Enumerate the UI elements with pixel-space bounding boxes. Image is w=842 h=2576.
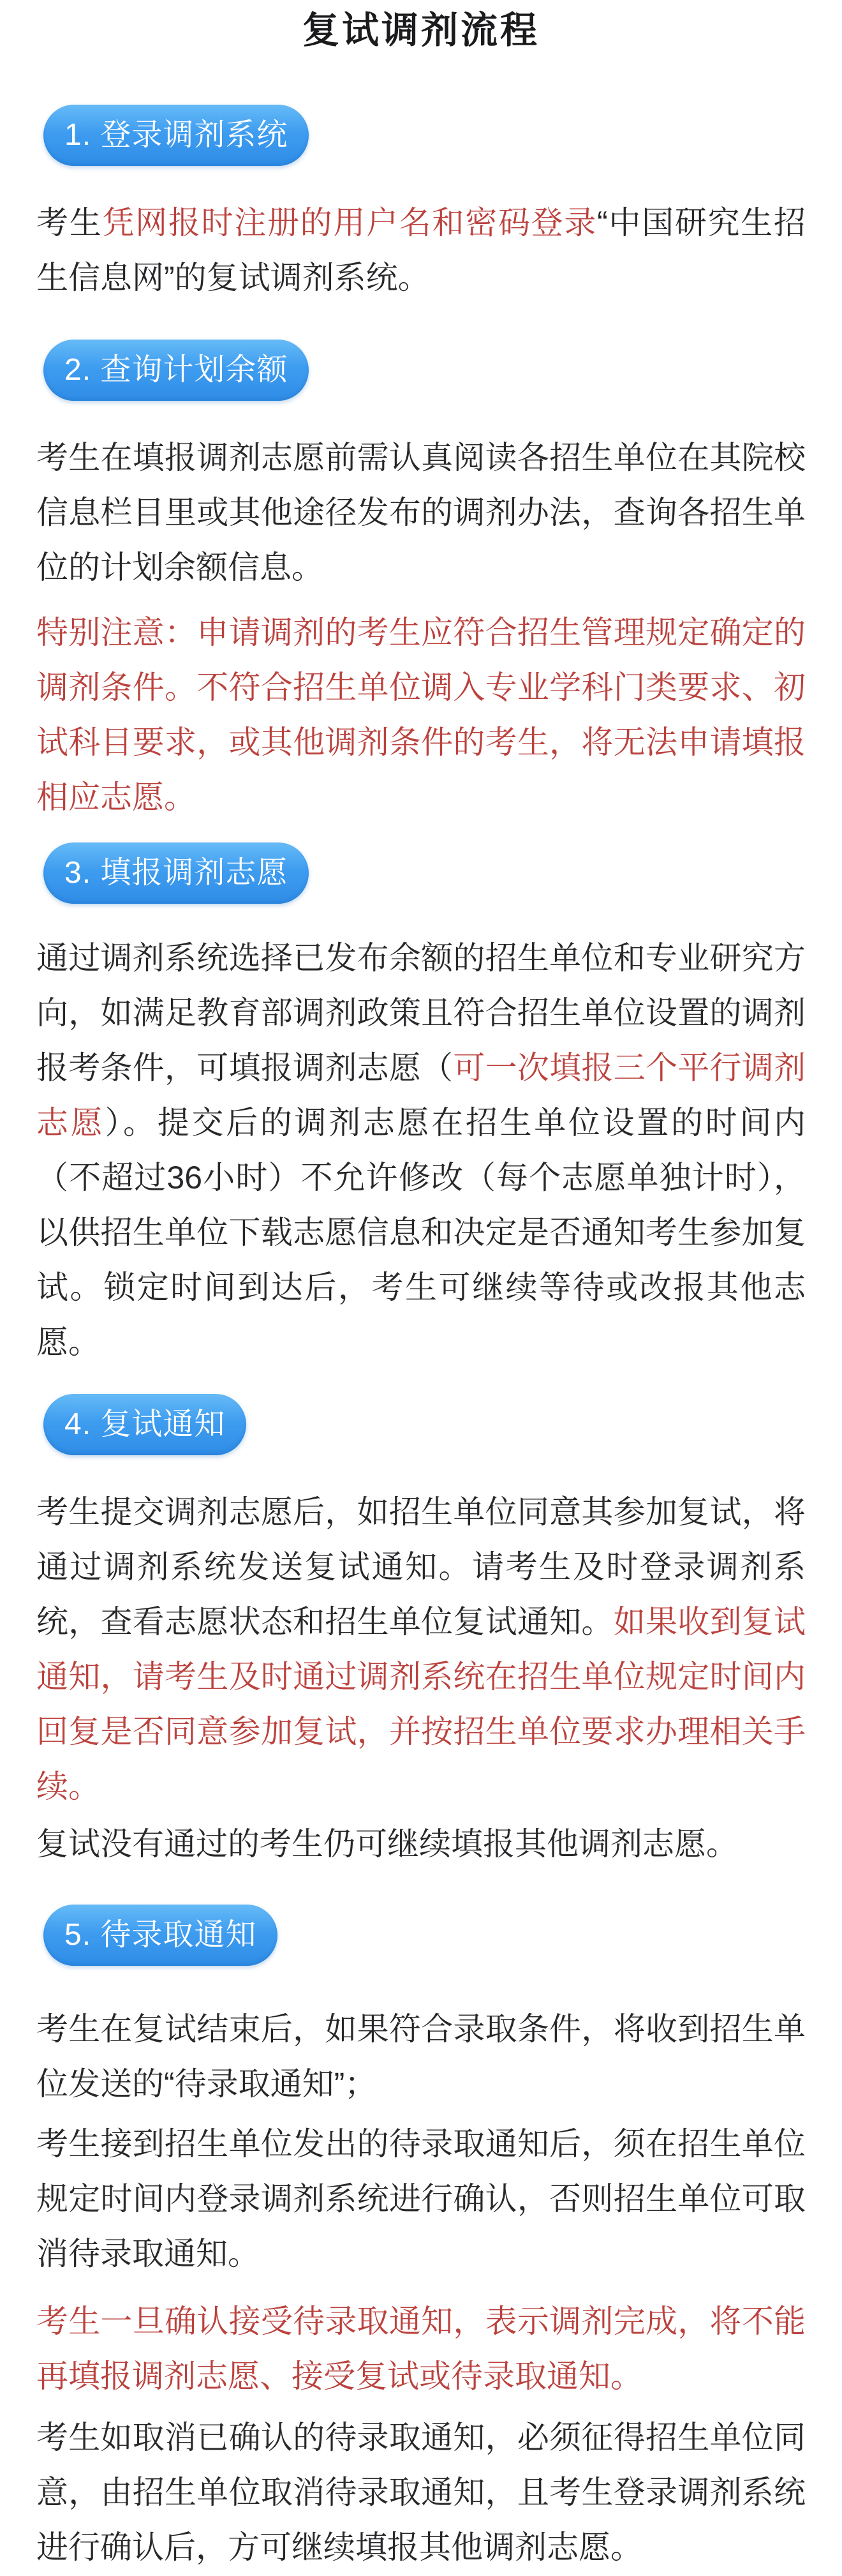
text-segment: 复试没有通过的考生仍可继续填报其他调剂志愿。 <box>36 1826 738 1862</box>
step-1-badge: 1. 登录调剂系统 <box>43 105 309 166</box>
text-segment: 考生接到招生单位发出的待录取通知后，须在招生单位规定时间内登录调剂系统进行确认，否则招生单位可取消待录取通知。 <box>36 2126 806 2272</box>
step5-warning-paragraph <box>36 2294 806 2404</box>
step3-intro-paragraph <box>36 931 806 1370</box>
step5-intro-paragraph <box>36 2002 806 2111</box>
step1-intro-paragraph <box>36 195 806 305</box>
emphasis-segment: 凭网报时注册的用户名和密码登录 <box>102 205 598 241</box>
page-title: 复试调剂流程 <box>302 10 540 51</box>
text-segment: 考生提交调剂志愿后，如招生单位同意其参加复试，将通过调剂系统发送复试通知。请考生及时登录调剂系统，查看志愿状态和招生单位复试通知。 <box>36 1494 806 1640</box>
emphasis-segment: 特别注意：申请调剂的考生应符合招生管理规定确定的调剂条件。不符合招生单位调入专业学科门类要求、初试科目要求，或其他调剂条件的考生，将无法申请填报相应志愿。 <box>36 615 806 815</box>
step-4-badge: 4. 复试通知 <box>43 1394 246 1455</box>
emphasis-segment: 考生一旦确认接受待录取通知，表示调剂完成，将不能再填报调剂志愿、接受复试或待录取通知。 <box>36 2303 806 2394</box>
emphasis-segment: 如果收到复试通知，请考生及时通过调剂系统在招生单位规定时间内回复是否同意参加复试，并按招生单位要求办理相关手续。 <box>36 1604 806 1804</box>
step4-intro-paragraph <box>36 1485 806 1814</box>
text-segment: 考生在复试结束后，如果符合录取条件，将收到招生单位发送的“待录取通知”； <box>36 2011 806 2102</box>
step-5-badge: 5. 待录取通知 <box>43 1905 277 1966</box>
step5-cancel-paragraph <box>36 2410 806 2575</box>
step-3-badge: 3. 填报调剂志愿 <box>43 842 309 904</box>
text-segment: 通过调剂系统选择已发布余额的招生单位和专业研究方向，如满足教育部调剂政策且符合招生单位设置的调剂报考条件，可填报调剂志愿（ <box>36 940 806 1086</box>
text-segment: “中国研究生招生信息网”的复试调剂系统。 <box>36 205 806 296</box>
step4-note-paragraph <box>36 1816 806 1871</box>
text-segment: 考生在填报调剂志愿前需认真阅读各招生单位在其院校信息栏目里或其他途径发布的调剂办法，查询各招生单位的计划余额信息。 <box>36 440 806 585</box>
text-segment: ）。提交后的调剂志愿在招生单位设置的时间内（不超过36小时）不允许修改（每个志愿单独计时），以供招生单位下载志愿信息和决定是否通知考生参加复试。锁定时间到达后，考生可继续等待或改报其他志愿。 <box>36 1105 806 1360</box>
step-2-badge: 2. 查询计划余额 <box>43 340 309 401</box>
step2-warning-paragraph <box>36 605 806 825</box>
step5-confirm-paragraph <box>36 2116 806 2281</box>
text-segment: 考生如取消已确认的待录取通知，必须征得招生单位同意，由招生单位取消待录取通知，且考生登录调剂系统进行确认后，方可继续填报其他调剂志愿。 <box>36 2420 806 2565</box>
step2-intro-paragraph <box>36 430 806 595</box>
emphasis-segment: 可一次填报三个平行调剂志愿 <box>36 1050 806 1141</box>
text-segment: 考生 <box>36 205 103 241</box>
